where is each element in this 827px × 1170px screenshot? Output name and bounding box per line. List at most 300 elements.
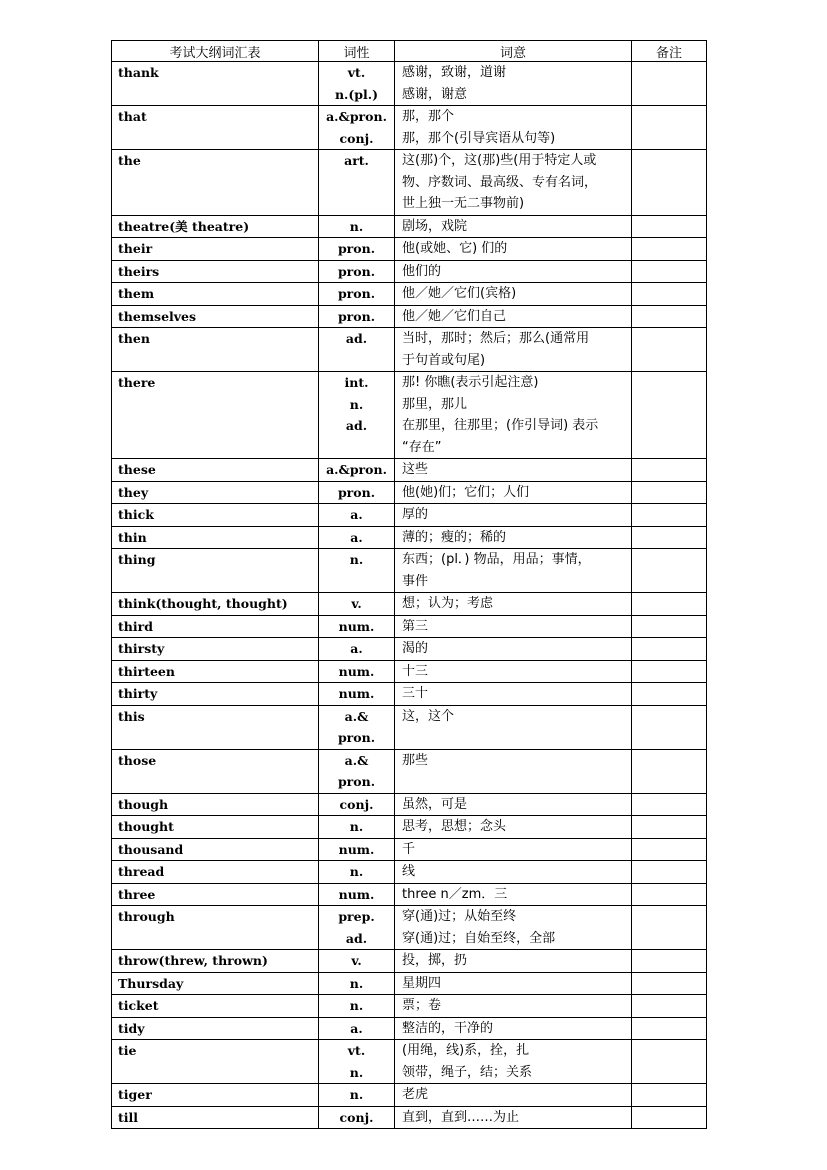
meaning-text: 这些 [402, 462, 429, 477]
word-cell [112, 481, 319, 504]
meaning-text: 穿(通)过；自始至终，全部 [402, 930, 556, 946]
meaning-text: (用绳，线)系，拴，扎 [402, 1043, 530, 1058]
pos-cell [319, 950, 395, 973]
pos-text: num. [338, 686, 375, 701]
word-text: throw(threw, thrown) [118, 953, 268, 968]
meaning-text: 厚的 [402, 507, 429, 522]
note-cell [632, 683, 707, 706]
word-text: till [118, 1109, 139, 1125]
note-cell [632, 816, 707, 839]
meaning-cell [395, 1106, 632, 1129]
pos-text: int. [344, 375, 369, 390]
meaning-text: 他／她／它们(宾格) [402, 286, 517, 301]
meaning-text: 第三 [402, 618, 429, 634]
word-cell [112, 883, 319, 906]
meaning-text: 当时，那时；然后；那么(通常用 [402, 331, 590, 346]
word-cell [112, 705, 319, 749]
word-cell [112, 328, 319, 372]
pos-text: num. [338, 886, 375, 902]
pos-text: a.& [344, 752, 369, 768]
meaning-cell [395, 683, 632, 706]
word-cell [112, 1017, 319, 1040]
meaning-cell [395, 328, 632, 372]
pos-cell [319, 683, 395, 706]
pos-cell [319, 150, 395, 216]
word-cell [112, 260, 319, 283]
note-cell [632, 593, 707, 616]
word-text: theatre(美 theatre) [118, 218, 250, 234]
meaning-text: 于句首或句尾) [402, 352, 486, 368]
table-row [112, 305, 707, 328]
meaning-text: 东西；(pl．) 物品，用品；事情， [402, 552, 591, 567]
meaning-cell [395, 705, 632, 749]
meaning-text: 事件 [402, 573, 429, 589]
meaning-text: 思考，思想；念头 [402, 819, 507, 834]
word-cell [112, 950, 319, 973]
note-cell [632, 638, 707, 661]
meaning-cell [395, 638, 632, 661]
pos-cell [319, 906, 395, 950]
word-cell [112, 793, 319, 816]
note-cell [632, 883, 707, 906]
pos-text: pron. [337, 774, 376, 789]
note-cell [632, 549, 707, 593]
note-cell [632, 459, 707, 482]
meaning-cell [395, 906, 632, 950]
meaning-text: 十三 [402, 663, 429, 679]
table-row [112, 328, 707, 372]
pos-cell [319, 883, 395, 906]
table-row [112, 950, 707, 973]
note-cell [632, 305, 707, 328]
note-cell [632, 372, 707, 459]
pos-cell [319, 504, 395, 527]
table-row [112, 459, 707, 482]
word-cell [112, 283, 319, 306]
word-text: through [118, 909, 175, 924]
word-cell [112, 593, 319, 616]
header-note: 备注 [632, 41, 707, 62]
table-row [112, 1017, 707, 1040]
word-text: this [118, 708, 145, 724]
meaning-text: 感谢，谢意 [402, 86, 468, 102]
table-row [112, 593, 707, 616]
word-text: thousand [118, 841, 184, 857]
meaning-cell [395, 660, 632, 683]
note-cell [632, 705, 707, 749]
pos-cell [319, 793, 395, 816]
meaning-text: 他们的 [402, 263, 442, 279]
table-row [112, 62, 707, 106]
meaning-cell [395, 150, 632, 216]
word-text: the [118, 153, 141, 168]
note-cell [632, 481, 707, 504]
pos-cell [319, 328, 395, 372]
table-row [112, 705, 707, 749]
table-row [112, 481, 707, 504]
meaning-text: 那里，那儿 [402, 396, 468, 412]
meaning-cell [395, 215, 632, 238]
header-word: 考试大纲词汇表 [112, 41, 319, 62]
meaning-text: 那，那个(引导宾语从句等) [402, 130, 556, 146]
meaning-text: 领带，绳子，结；关系 [402, 1064, 533, 1080]
meaning-cell [395, 372, 632, 459]
word-cell [112, 1084, 319, 1107]
meaning-cell [395, 481, 632, 504]
table-row [112, 504, 707, 527]
table-row [112, 638, 707, 661]
meaning-cell [395, 238, 632, 261]
meaning-cell [395, 793, 632, 816]
pos-cell [319, 526, 395, 549]
word-text: these [118, 462, 156, 477]
pos-text: ad. [345, 930, 368, 946]
meaning-cell [395, 305, 632, 328]
note-cell [632, 861, 707, 884]
word-text: thin [118, 529, 147, 545]
pos-cell [319, 481, 395, 504]
note-cell [632, 660, 707, 683]
word-text: thing [118, 552, 156, 567]
note-cell [632, 1106, 707, 1129]
word-cell [112, 106, 319, 150]
meaning-cell [395, 615, 632, 638]
meaning-text: 投，掷，扔 [402, 953, 468, 968]
word-text: Thursday [118, 975, 184, 991]
pos-text: n. [349, 1087, 364, 1102]
meaning-text: 穿(通)过；从始至终 [402, 909, 517, 924]
pos-cell [319, 1106, 395, 1129]
table-row [112, 995, 707, 1018]
word-text: though [118, 796, 169, 812]
pos-text: n. [349, 218, 364, 234]
note-cell [632, 504, 707, 527]
word-text: thought [118, 819, 174, 834]
word-cell [112, 838, 319, 861]
pos-text: a.&pron. [326, 109, 387, 124]
table-row [112, 150, 707, 216]
pos-text: n. [349, 864, 364, 879]
pos-text: pron. [337, 263, 376, 279]
meaning-cell [395, 106, 632, 150]
pos-text: vt. [347, 1043, 366, 1058]
word-text: thirty [118, 686, 158, 701]
meaning-cell [395, 62, 632, 106]
note-cell [632, 906, 707, 950]
pos-text: num. [338, 618, 375, 634]
meaning-text: 薄的；瘦的；稀的 [402, 529, 507, 545]
meaning-text: 整洁的，干净的 [402, 1020, 494, 1036]
note-cell [632, 215, 707, 238]
word-cell [112, 660, 319, 683]
meaning-text: 世上独一无二事物前) [402, 196, 525, 211]
meaning-cell [395, 950, 632, 973]
note-cell [632, 106, 707, 150]
pos-cell [319, 593, 395, 616]
word-cell [112, 638, 319, 661]
pos-cell [319, 62, 395, 106]
meaning-text: 渴的 [402, 641, 429, 656]
table-row [112, 372, 707, 459]
meaning-text: 剧场，戏院 [402, 218, 468, 234]
meaning-text: 三十 [402, 686, 429, 701]
pos-text: pron. [337, 241, 376, 256]
pos-cell [319, 615, 395, 638]
word-cell [112, 372, 319, 459]
pos-text: prep. [338, 909, 375, 924]
meaning-text: 他／她／它们自己 [402, 308, 507, 324]
table-row [112, 793, 707, 816]
meaning-cell [395, 526, 632, 549]
word-text: their [118, 241, 153, 256]
meaning-cell [395, 1040, 632, 1084]
table-row [112, 883, 707, 906]
word-text: ticket [118, 998, 159, 1013]
pos-text: art. [344, 153, 369, 168]
word-text: them [118, 286, 155, 301]
word-text: those [118, 752, 157, 768]
table-row [112, 660, 707, 683]
pos-text: n. [349, 998, 364, 1013]
word-cell [112, 549, 319, 593]
pos-cell [319, 305, 395, 328]
meaning-cell [395, 1084, 632, 1107]
word-text: theirs [118, 263, 160, 279]
table-row [112, 906, 707, 950]
table-row [112, 238, 707, 261]
word-cell [112, 1106, 319, 1129]
meaning-cell [395, 459, 632, 482]
pos-text: a. [350, 1020, 363, 1036]
table-row [112, 861, 707, 884]
note-cell [632, 1040, 707, 1084]
pos-text: n. [349, 975, 364, 991]
pos-text: pron. [337, 286, 376, 301]
pos-cell [319, 260, 395, 283]
note-cell [632, 260, 707, 283]
table-row [112, 816, 707, 839]
pos-cell [319, 638, 395, 661]
meaning-text: 在那里，往那里；(作引导词) 表示 [402, 418, 599, 433]
word-text: thirsty [118, 641, 165, 656]
table-row [112, 1040, 707, 1084]
meaning-cell [395, 283, 632, 306]
word-cell [112, 215, 319, 238]
meaning-cell [395, 549, 632, 593]
word-cell [112, 816, 319, 839]
pos-text: vt. [347, 65, 366, 80]
word-cell [112, 305, 319, 328]
word-text: they [118, 484, 149, 500]
pos-text: v. [351, 596, 362, 611]
meaning-cell [395, 1017, 632, 1040]
note-cell [632, 62, 707, 106]
table-row [112, 106, 707, 150]
pos-cell [319, 283, 395, 306]
word-text: think(thought, thought) [118, 596, 288, 611]
note-cell [632, 150, 707, 216]
pos-cell [319, 749, 395, 793]
table-row [112, 1084, 707, 1107]
meaning-text: 老虎 [402, 1087, 429, 1102]
meaning-cell [395, 593, 632, 616]
pos-text: ad. [345, 331, 368, 346]
pos-cell [319, 861, 395, 884]
note-cell [632, 950, 707, 973]
pos-cell [319, 816, 395, 839]
pos-cell [319, 372, 395, 459]
word-cell [112, 62, 319, 106]
word-cell [112, 683, 319, 706]
meaning-cell [395, 972, 632, 995]
table-row [112, 838, 707, 861]
word-cell [112, 459, 319, 482]
pos-text: n. [349, 1064, 364, 1080]
meaning-text: 那! 你瞧(表示引起注意) [402, 375, 539, 390]
header-meaning: 词意 [395, 41, 632, 62]
word-text: themselves [118, 308, 197, 324]
pos-text: n.(pl.) [334, 86, 379, 102]
pos-text: ad. [345, 418, 368, 433]
word-text: there [118, 375, 156, 390]
table-row [112, 615, 707, 638]
word-cell [112, 150, 319, 216]
pos-cell [319, 1084, 395, 1107]
meaning-cell [395, 260, 632, 283]
note-cell [632, 283, 707, 306]
pos-cell [319, 215, 395, 238]
meaning-cell [395, 838, 632, 861]
word-cell [112, 238, 319, 261]
pos-text: num. [338, 841, 375, 857]
pos-cell [319, 1040, 395, 1084]
meaning-cell [395, 504, 632, 527]
word-cell [112, 504, 319, 527]
pos-cell [319, 549, 395, 593]
pos-text: a. [350, 529, 363, 545]
pos-text: a. [350, 641, 363, 656]
note-cell [632, 328, 707, 372]
table-row [112, 283, 707, 306]
pos-text: conj. [339, 1109, 374, 1125]
pos-text: num. [338, 663, 375, 679]
pos-text: v. [351, 953, 362, 968]
pos-cell [319, 106, 395, 150]
word-text: tidy [118, 1020, 145, 1036]
header-pos: 词性 [319, 41, 395, 62]
word-cell [112, 615, 319, 638]
word-text: tiger [118, 1087, 152, 1102]
meaning-cell [395, 995, 632, 1018]
word-cell [112, 526, 319, 549]
pos-text: a. [350, 507, 363, 522]
meaning-cell [395, 749, 632, 793]
meaning-text: three n／zm．三 [402, 886, 508, 902]
pos-cell [319, 972, 395, 995]
meaning-text: 那些 [402, 752, 429, 768]
table-row [112, 526, 707, 549]
meaning-cell [395, 883, 632, 906]
word-text: that [118, 109, 147, 124]
pos-text: pron. [337, 730, 376, 745]
meaning-text: 票；卷 [402, 998, 442, 1013]
note-cell [632, 615, 707, 638]
meaning-text: 直到，直到……为止 [402, 1109, 520, 1125]
pos-text: conj. [339, 130, 374, 146]
meaning-text: 感谢，致谢，道谢 [402, 65, 507, 80]
pos-text: n. [349, 396, 364, 412]
meaning-cell [395, 816, 632, 839]
meaning-text: 星期四 [402, 975, 442, 991]
pos-text: pron. [337, 308, 376, 324]
table-body [112, 62, 707, 1129]
meaning-text: 线 [402, 864, 416, 879]
meaning-text: 他(或她、它) 们的 [402, 241, 508, 256]
pos-cell [319, 660, 395, 683]
word-cell [112, 861, 319, 884]
word-text: then [118, 331, 150, 346]
note-cell [632, 1017, 707, 1040]
pos-cell [319, 705, 395, 749]
note-cell [632, 995, 707, 1018]
pos-text: n. [349, 552, 364, 567]
meaning-cell [395, 861, 632, 884]
pos-text: pron. [337, 484, 376, 500]
pos-text: a.&pron. [326, 462, 387, 477]
word-text: thank [118, 65, 159, 80]
note-cell [632, 526, 707, 549]
word-cell [112, 972, 319, 995]
word-cell [112, 995, 319, 1018]
note-cell [632, 238, 707, 261]
word-text: thirteen [118, 663, 175, 679]
pos-cell [319, 995, 395, 1018]
word-text: third [118, 618, 153, 634]
vocabulary-table [111, 40, 707, 1129]
table-row [112, 749, 707, 793]
meaning-text: 虽然，可是 [402, 796, 468, 812]
meaning-text: 物、序数词、最高级、专有名词， [402, 174, 598, 190]
word-text: three [118, 886, 156, 902]
word-text: thick [118, 507, 154, 522]
table-row [112, 1106, 707, 1129]
header-row [112, 41, 707, 62]
meaning-text: 他(她)们；它们；人们 [402, 484, 530, 500]
meaning-text: 这，这个 [402, 708, 455, 724]
table-row [112, 683, 707, 706]
meaning-text: “存在” [402, 439, 442, 455]
table-row [112, 972, 707, 995]
table-row [112, 215, 707, 238]
table-row [112, 549, 707, 593]
pos-text: n. [349, 819, 364, 834]
pos-text: conj. [339, 796, 374, 812]
note-cell [632, 793, 707, 816]
pos-cell [319, 838, 395, 861]
note-cell [632, 838, 707, 861]
pos-cell [319, 238, 395, 261]
word-cell [112, 1040, 319, 1084]
word-cell [112, 749, 319, 793]
word-text: thread [118, 864, 165, 879]
pos-text: a.& [344, 708, 369, 724]
meaning-text: 千 [402, 841, 416, 857]
note-cell [632, 972, 707, 995]
table-row [112, 260, 707, 283]
meaning-text: 这(那)个，这(那)些(用于特定人或 [402, 153, 597, 168]
note-cell [632, 1084, 707, 1107]
word-cell [112, 906, 319, 950]
